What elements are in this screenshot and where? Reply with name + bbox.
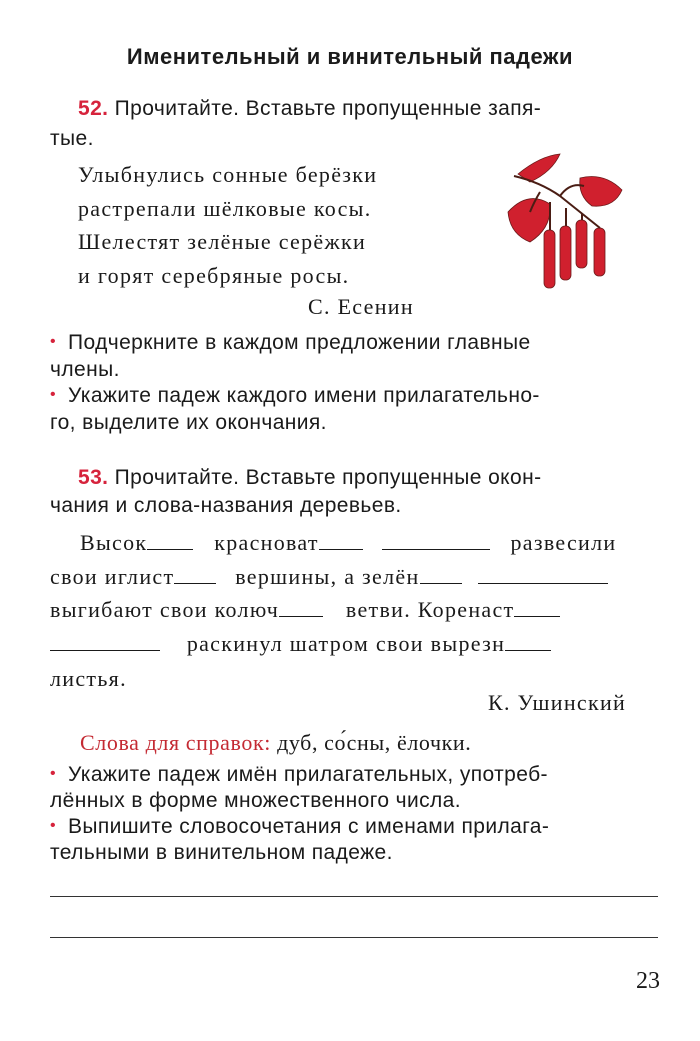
word: развесили [510, 530, 617, 555]
bullet-icon: • [50, 765, 57, 782]
word: свои иглист [50, 564, 175, 589]
birch-branch-icon [500, 152, 630, 302]
writing-line[interactable] [50, 937, 658, 938]
poem-line: растрепали шёлковые косы. [78, 196, 372, 221]
exercise-52-task [78, 97, 541, 121]
instruction-text: лённых в форме множественного числа. [50, 789, 461, 812]
word: раскинул шатром свои вырезн [186, 631, 506, 656]
page-title: Именительный и винительный падежи [126, 44, 574, 69]
page-number: 23 [636, 968, 660, 994]
blank-field[interactable] [147, 531, 193, 550]
blank-field[interactable] [420, 565, 462, 584]
writing-line[interactable] [50, 896, 658, 897]
instruction-text: Укажите падеж имён прилагательных, употреб- [68, 763, 548, 786]
blank-field[interactable] [505, 632, 551, 651]
blank-field[interactable] [478, 565, 608, 584]
word: Высок [80, 530, 148, 555]
exercise-52-task-cont: тые. [50, 127, 94, 150]
instruction-text: Выпишите словосочетания с именами прилага- [68, 815, 550, 838]
blank-field[interactable] [50, 632, 160, 651]
poem-line: Шелестят зелёные серёжки [78, 229, 367, 254]
word: ветви. Коренаст [345, 597, 515, 622]
poem-line: Улыбнулись сонные берёзки [78, 162, 378, 187]
text-author: К. Ушинский [488, 690, 627, 715]
bullet-icon: • [50, 386, 57, 403]
bullet-icon: • [50, 817, 57, 834]
task-text: Прочитайте. Вставьте пропущенные запя- [114, 97, 542, 120]
blank-field[interactable] [319, 531, 363, 550]
text-line: листья. [50, 666, 127, 691]
bullet-icon: • [50, 333, 57, 350]
blank-field[interactable] [514, 598, 560, 617]
instruction-item [50, 331, 531, 355]
reference-list: дуб, со́сны, ёлочки. [277, 730, 472, 755]
reference-words [80, 730, 471, 756]
blank-field[interactable] [382, 531, 490, 550]
instruction-text: Подчеркните в каждом предложении главные [68, 331, 531, 354]
blank-field[interactable] [279, 598, 323, 617]
instruction-text: тельными в винительном падеже. [50, 841, 393, 864]
blank-field[interactable] [174, 565, 216, 584]
poem-line: и горят серебряные росы. [78, 263, 350, 288]
instruction-text: Укажите падеж каждого имени прилагательно- [68, 384, 540, 407]
instruction-item [50, 815, 549, 839]
text-line [50, 597, 560, 623]
exercise-53-task [78, 466, 541, 490]
word: вершины, а зелён [235, 564, 420, 589]
word: выгибают свои колюч [50, 597, 280, 622]
exercise-number: 53. [78, 466, 109, 489]
poem-author: С. Есенин [308, 294, 414, 319]
text-line [50, 631, 551, 657]
word: красноват [214, 530, 319, 555]
instruction-text: члены. [50, 358, 120, 381]
reference-label: Слова для справок: [80, 730, 271, 755]
exercise-53-task-cont: чания и слова-названия деревьев. [50, 494, 402, 517]
text-line [50, 564, 608, 590]
text-line [80, 530, 617, 556]
instruction-item [50, 384, 540, 408]
exercise-number: 52. [78, 97, 109, 120]
instruction-item [50, 763, 548, 787]
task-text: Прочитайте. Вставьте пропущенные окон- [114, 466, 542, 489]
instruction-text: го, выделите их окончания. [50, 411, 327, 434]
